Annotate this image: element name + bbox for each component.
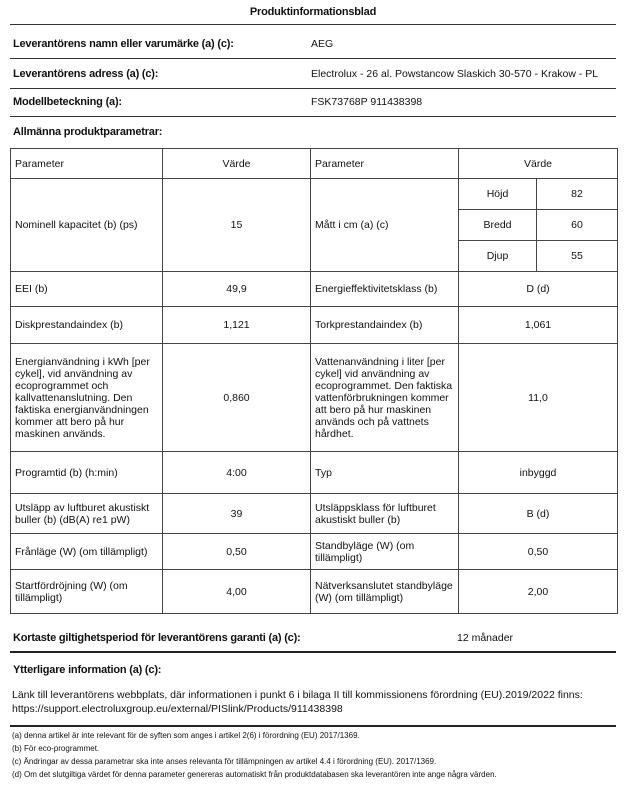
parameter-value: 11,0 bbox=[459, 344, 618, 452]
divider bbox=[10, 651, 616, 653]
footnote: (a) denna artikel är inte relevant för de syften som anges i artikel 2(6) i förordning (EU) 2017/1369. bbox=[12, 731, 360, 740]
table-row bbox=[11, 307, 618, 344]
parameter-label: Standbyläge (W) (om tillämpligt) bbox=[311, 534, 459, 570]
divider bbox=[10, 116, 616, 117]
footnote: (d) Om det slutgiltiga värdet för denna parameter genereras automatiskt från produktdatabasen ska leverantören inte ange några värden. bbox=[12, 770, 497, 779]
supplier-address-label: Leverantörens adress (a) (c): bbox=[13, 68, 159, 80]
supplier-address-value: Electrolux - 26 al. Powstancow Slaskich 30-570 - Krakow - PL bbox=[311, 68, 599, 80]
additional-info-text: Länk till leverantörens webbplats, där informationen i punkt 6 i bilaga II till kommissionens förordning (EU).2019/2022 finns: https://support.electroluxgroup.eu/external/PISlink/Products/911438398 bbox=[12, 689, 583, 715]
additional-info-heading: Ytterligare information (a) (c): bbox=[13, 664, 162, 676]
parameter-value: 0,50 bbox=[163, 534, 311, 570]
parameter-value: 39 bbox=[163, 494, 311, 534]
dimension-value: 55 bbox=[537, 241, 618, 272]
model-value: FSK73768P 911438398 bbox=[311, 96, 423, 108]
parameter-label: Mått i cm (a) (c) bbox=[311, 179, 459, 272]
parameter-label: Startfördröjning (W) (om tillämpligt) bbox=[11, 570, 163, 614]
table-row bbox=[11, 344, 618, 452]
parameter-label: Diskprestandaindex (b) bbox=[11, 307, 163, 344]
table-row bbox=[11, 570, 618, 614]
parameter-label: Vattenanvändning i liter [per cykel] vid användning av ecoprogrammet. Den faktiska vattenförbrukningen kommer att bero på hur maskinen används och på vattnets hårdhet. bbox=[311, 344, 459, 452]
parameter-value: 1,121 bbox=[163, 307, 311, 344]
parameter-value: 49,9 bbox=[163, 272, 311, 307]
parameter-value: B (d) bbox=[459, 494, 618, 534]
divider bbox=[10, 24, 616, 25]
general-parameters-heading: Allmänna produktparametrar: bbox=[13, 126, 163, 138]
document-title: Produktinformationsblad bbox=[249, 6, 377, 18]
parameter-value: 2,00 bbox=[459, 570, 618, 614]
parameter-value: 15 bbox=[163, 179, 311, 272]
guarantee-value: 12 månader bbox=[457, 632, 514, 644]
parameter-label: Frånläge (W) (om tillämpligt) bbox=[11, 534, 163, 570]
parameter-value: 0,50 bbox=[459, 534, 618, 570]
table-row bbox=[11, 179, 618, 210]
parameter-label: Programtid (b) (h:min) bbox=[11, 452, 163, 494]
table-header-row bbox=[11, 149, 618, 179]
table-row bbox=[11, 452, 618, 494]
dimension-label: Höjd bbox=[459, 179, 537, 210]
parameter-value: 4:00 bbox=[163, 452, 311, 494]
value-header: Värde bbox=[163, 149, 311, 179]
parameter-header: Parameter bbox=[11, 149, 163, 179]
guarantee-label: Kortaste giltighetsperiod för leverantörens garanti (a) (c): bbox=[13, 632, 301, 644]
dimension-value: 60 bbox=[537, 210, 618, 241]
parameter-value: 4,00 bbox=[163, 570, 311, 614]
table-row bbox=[11, 272, 618, 307]
parameter-value: 1,061 bbox=[459, 307, 618, 344]
parameter-label: Nätverksanslutet standbyläge (W) (om tillämpligt) bbox=[311, 570, 459, 614]
parameter-label: Nominell kapacitet (b) (ps) bbox=[11, 179, 163, 272]
parameter-value: 0,860 bbox=[163, 344, 311, 452]
dimension-label: Djup bbox=[459, 241, 537, 272]
table-row bbox=[11, 534, 618, 570]
parameter-label: Energieffektivitetsklass (b) bbox=[311, 272, 459, 307]
parameters-table bbox=[10, 148, 618, 614]
parameter-label: Torkprestandaindex (b) bbox=[311, 307, 459, 344]
parameter-value: inbyggd bbox=[459, 452, 618, 494]
dimension-value: 82 bbox=[537, 179, 618, 210]
table-row bbox=[11, 494, 618, 534]
parameter-label: EEI (b) bbox=[11, 272, 163, 307]
parameter-value: D (d) bbox=[459, 272, 618, 307]
parameter-label: Energianvändning i kWh [per cykel], vid användning av ecoprogrammet och kallvattenanslutning. Den faktiska energianvändningen kommer att bero på hur maskinen används. bbox=[11, 344, 163, 452]
dimension-label: Bredd bbox=[459, 210, 537, 241]
divider bbox=[10, 58, 616, 59]
parameter-header: Parameter bbox=[311, 149, 459, 179]
value-header: Värde bbox=[459, 149, 618, 179]
supplier-name-label: Leverantörens namn eller varumärke (a) (c): bbox=[13, 38, 234, 50]
model-label: Modellbeteckning (a): bbox=[13, 96, 122, 108]
footnote: (b) För eco-programmet. bbox=[12, 744, 100, 753]
divider bbox=[10, 88, 616, 89]
parameter-label: Utsläppsklass för luftburet akustiskt buller (b) bbox=[311, 494, 459, 534]
parameter-label: Typ bbox=[311, 452, 459, 494]
parameter-label: Utsläpp av luftburet akustiskt buller (b) (dB(A) re1 pW) bbox=[11, 494, 163, 534]
divider bbox=[10, 725, 616, 727]
footnote: (c) Ändringar av dessa parametrar ska inte anses relevanta för tillämpningen av artikel 4.4 i förordning (EU). 2017/1369. bbox=[12, 757, 437, 766]
supplier-name-value: AEG bbox=[311, 38, 334, 50]
